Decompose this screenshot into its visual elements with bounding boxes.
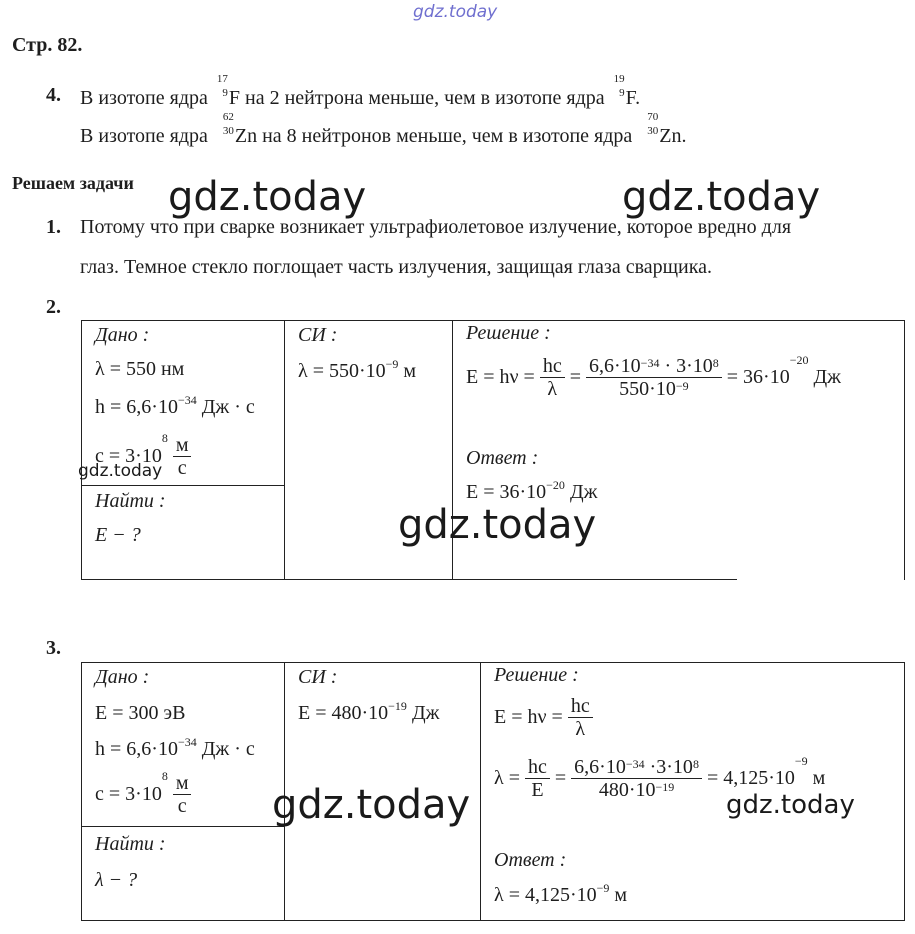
watermark-5: gdz.today — [272, 782, 471, 828]
p2-find-label: Найти : — [95, 490, 166, 512]
p3-answer: $\lambda = 4,125\cdot 10^{-9}$ м — [494, 881, 628, 906]
watermark-4: gdz.today — [398, 502, 597, 548]
p2-number: 2. — [46, 296, 61, 318]
isotope-zn62: 62 30 — [222, 111, 234, 137]
q4-line1-pre: В изотопе ядра — [80, 87, 208, 109]
page-reference: Стр. 82. — [12, 34, 83, 56]
q4-line1 — [80, 73, 641, 110]
p3-given-label: Дано : — [95, 666, 150, 688]
p3-given-e: E = 300 эВ — [95, 702, 186, 724]
watermark-1: gdz.today — [168, 174, 367, 220]
p2-answer: $E = 36\cdot 10^{-20}$ Дж — [466, 478, 598, 503]
watermark-top: gdz.today — [413, 2, 498, 22]
watermark-6: gdz.today — [726, 790, 855, 820]
p3-number: 3. — [46, 637, 61, 659]
watermark-2: gdz.today — [622, 174, 821, 220]
q4-line2 — [80, 111, 687, 148]
p3-given-h: $h = 6,6\cdot 10^{-34}$ Дж · с — [95, 735, 255, 760]
p2-find: E − ? — [95, 524, 141, 546]
p3-formula-2: λ = $\frac{hc}{E}$ = $\frac{6,6\cdot 10^{-34} \cdot 3\cdot 10^8}{480\cdot 10^{-19}}$ = $4,125\cdot 10^{-9}$ м — [494, 753, 826, 801]
p3-given-c: $c = 3\cdot 10^8$ $\frac{м}{с}$ — [95, 772, 191, 817]
isotope-f17: 17 9 — [216, 73, 228, 99]
p3-si-label: СИ : — [298, 666, 338, 688]
q4-line2-mid: на 8 нейтронов меньше, чем в изотопе ядра — [262, 125, 633, 147]
p2-formula: E = hν = $\frac{hc}{\lambda}$ = $\frac{6,6\cdot 10^{-34} \cdot 3\cdot 10^8}{550\cdot 10^{-9}}$ = $36\cdot 10^{-20}$ Дж — [466, 352, 841, 400]
p3-solution-label: Решение : — [494, 664, 579, 686]
isotope-f19: 19 9 — [613, 73, 625, 99]
p1-line1: Потому что при сварке возникает ультрафиолетовое излучение, которое вредно для — [80, 216, 792, 238]
q4-line2-pre: В изотопе ядра — [80, 125, 208, 147]
p2-si-value: $\lambda = 550\cdot 10^{-9}$ м — [298, 357, 417, 382]
p1-line2: глаз. Темное стекло поглощает часть излучения, защищая глаза сварщика. — [80, 256, 713, 278]
p2-given-h: $h = 6,6\cdot 10^{-34}$ Дж · с — [95, 393, 255, 418]
section-title: Решаем задачи — [12, 173, 134, 193]
p2-solution-label: Решение : — [466, 322, 551, 344]
q4-line1-mid: на 2 нейтрона меньше, чем в изотопе ядра — [245, 87, 605, 109]
p2-answer-label: Ответ : — [466, 447, 539, 469]
q4-number: 4. — [46, 84, 61, 106]
watermark-3: gdz.today — [78, 461, 163, 481]
isotope-zn70-symbol: Zn. — [659, 125, 687, 147]
isotope-f17-symbol: F — [228, 87, 240, 109]
isotope-f19-symbol: F. — [625, 87, 641, 109]
p2-si-label: СИ : — [298, 324, 338, 346]
p3-formula-1: E = hν = $\frac{hc}{\lambda}$ — [494, 695, 593, 740]
p1-number: 1. — [46, 216, 61, 238]
p2-given-label: Дано : — [95, 324, 150, 346]
isotope-zn70: 70 30 — [647, 111, 659, 137]
p3-find: λ − ? — [95, 869, 138, 891]
p3-answer-label: Ответ : — [494, 849, 567, 871]
p2-given-c: $c = 3\cdot 10^8$ $\frac{м}{с}$ — [95, 434, 191, 479]
p3-si-value: $E = 480\cdot 10^{-19}$ Дж — [298, 699, 440, 724]
isotope-zn62-symbol: Zn — [234, 125, 258, 147]
p2-given-lambda: λ = 550 нм — [95, 358, 185, 380]
p3-find-label: Найти : — [95, 833, 166, 855]
